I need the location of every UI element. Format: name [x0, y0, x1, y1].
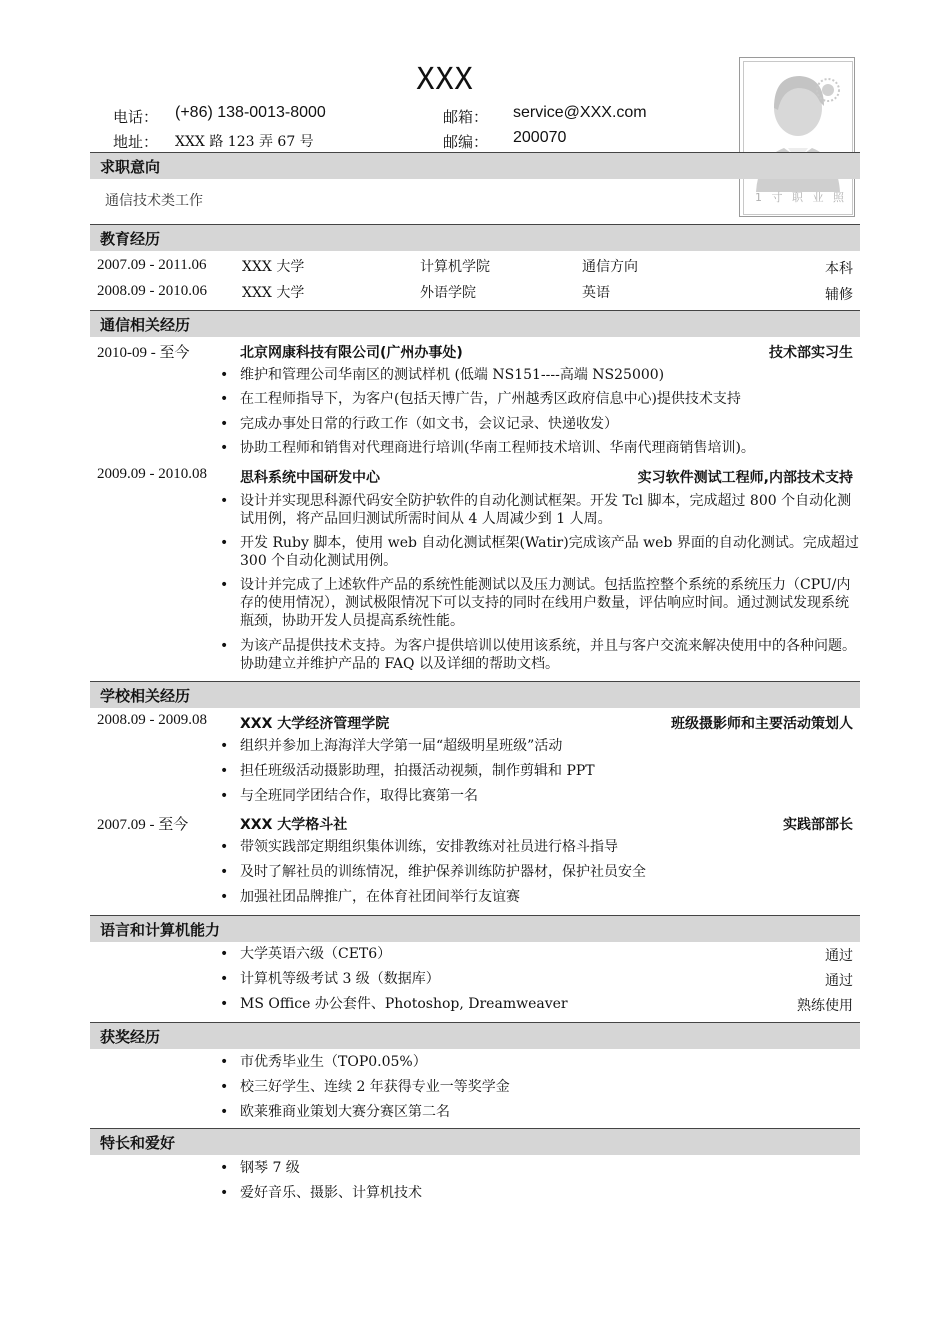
section-school — [90, 681, 860, 708]
edu-degree: 辅修 — [825, 287, 853, 303]
section-title: 求职意向 — [100, 158, 161, 176]
zip-value: 200070 — [513, 129, 567, 146]
zip-label: 邮编： — [443, 133, 489, 151]
section-work — [90, 310, 860, 337]
work-org: 北京网康科技有限公司(广州办事处) — [240, 345, 463, 361]
school-bullet: • 担任班级活动摄影助理，拍摄活动视频，制作剪辑和 PPT — [240, 762, 860, 780]
phone-value: (+86) 138-0013-8000 — [175, 104, 326, 121]
edu-major: 英语 — [582, 285, 610, 301]
work-role: 实习软件测试工程师,内部技术支持 — [637, 470, 853, 486]
photo-caption: 1 寸 职 业 照 — [755, 191, 847, 204]
work-role: 技术部实习生 — [769, 345, 853, 361]
school-bullet: • 加强社团品牌推广，在体育社团间举行友谊赛 — [240, 888, 860, 906]
edu-major: 通信方向 — [582, 259, 638, 275]
work-bullet: • 开发 Ruby 脚本，使用 web 自动化测试框架(Watir)完成该产品 web 界面的自动化测试。完成超过 300 个自动化测试用例。 — [240, 534, 860, 570]
email-value: service@XXX.com — [513, 104, 647, 121]
work-bullet: • 在工程师指导下，为客户(包括天博广告，广州越秀区政府信息中心)提供技术支持 — [240, 390, 860, 408]
skill-name: • 大学英语六级（CET6） — [240, 945, 740, 963]
hobby-item: • 爱好音乐、摄影、计算机技术 — [240, 1184, 860, 1202]
edu-school: XXX 大学 — [242, 285, 305, 301]
edu-date: 2008.09 - 2010.06 — [97, 283, 207, 299]
school-bullet: • 及时了解社员的训练情况，维护保养训练防护器材，保护社员安全 — [240, 863, 860, 881]
edu-degree: 本科 — [825, 261, 853, 277]
school-org: XXX 大学经济管理学院 — [240, 716, 390, 732]
skill-level: 通过 — [825, 948, 853, 964]
section-title: 学校相关经历 — [100, 687, 191, 705]
photo-frame — [743, 61, 853, 215]
edu-college: 计算机学院 — [420, 259, 490, 275]
edu-college: 外语学院 — [420, 285, 476, 301]
skill-level: 通过 — [825, 973, 853, 989]
edu-school: XXX 大学 — [242, 259, 305, 275]
section-skills — [90, 915, 860, 942]
school-date: 2008.09 - 2009.08 — [97, 712, 207, 728]
school-bullet: • 与全班同学团结合作，取得比赛第一名 — [240, 787, 860, 805]
section-title: 特长和爱好 — [100, 1134, 176, 1152]
work-bullet: • 设计并完成了上述软件产品的系统性能测试以及压力测试。包括监控整个系统的系统压力（CPU/内存的使用情况），测试极限情况下可以支持的同时在线用户数量，评估响应时间。通过测试发现系统瓶颈，协助开发人员提高系统性能。 — [240, 576, 860, 630]
school-org: XXX 大学格斗社 — [240, 817, 348, 833]
hobby-item: • 钢琴 7 级 — [240, 1159, 860, 1177]
award-item: • 市优秀毕业生（TOP0.05%） — [240, 1053, 860, 1071]
address-value: XXX 路 123 弄 67 号 — [175, 134, 314, 150]
objective-text: 通信技术类工作 — [105, 193, 203, 209]
section-title: 通信相关经历 — [100, 316, 191, 334]
school-date: 2007.09 - 至今 — [97, 817, 189, 833]
school-bullet: • 组织并参加上海海洋大学第一届“超级明星班级”活动 — [240, 737, 860, 755]
work-bullet: • 设计并实现思科源代码安全防护软件的自动化测试框架。开发 Tcl 脚本，完成超过 800 个自动化测试用例，将产品回归测试所需时间从 4 人周减少到 1 人周。 — [240, 492, 860, 528]
award-item: • 校三好学生、连续 2 年获得专业一等奖学金 — [240, 1078, 860, 1096]
address-label: 地址： — [113, 133, 159, 151]
section-title: 语言和计算机能力 — [100, 921, 221, 939]
school-role: 实践部部长 — [783, 817, 853, 833]
skill-level: 熟练使用 — [797, 998, 853, 1014]
section-objective — [90, 152, 860, 179]
work-org: 思科系统中国研发中心 — [240, 470, 380, 486]
skill-name: • 计算机等级考试 3 级（数据库） — [240, 970, 740, 988]
school-role: 班级摄影师和主要活动策划人 — [671, 716, 853, 732]
profile-photo — [739, 57, 855, 217]
section-education — [90, 224, 860, 251]
edu-date: 2007.09 - 2011.06 — [97, 257, 207, 273]
work-bullet: • 协助工程师和销售对代理商进行培训(华南工程师技术培训、华南代理商销售培训)。 — [240, 439, 860, 457]
work-date: 2010-09 - 至今 — [97, 345, 190, 361]
section-hobbies — [90, 1128, 860, 1155]
candidate-name: XXX — [416, 62, 474, 97]
work-bullet: • 为该产品提供技术支持。为客户提供培训以使用该系统，并且与客户交流来解决使用中的各种问题。协助建立并维护产品的 FAQ 以及详细的帮助文档。 — [240, 637, 860, 673]
award-item: • 欧莱雅商业策划大赛分赛区第二名 — [240, 1103, 860, 1121]
work-bullet: • 维护和管理公司华南区的测试样机 (低端 NS151----高端 NS25000) — [240, 366, 860, 384]
phone-label: 电话： — [113, 108, 159, 126]
work-date: 2009.09 - 2010.08 — [97, 466, 207, 482]
section-title: 教育经历 — [100, 230, 161, 248]
section-awards — [90, 1022, 860, 1049]
email-label: 邮箱： — [443, 108, 489, 126]
work-bullet: • 完成办事处日常的行政工作（如文书，会议记录、快递收发） — [240, 415, 860, 433]
section-title: 获奖经历 — [100, 1028, 161, 1046]
skill-name: • MS Office 办公套件、Photoshop, Dreamweaver — [240, 995, 740, 1013]
school-bullet: • 带领实践部定期组织集体训练，安排教练对社员进行格斗指导 — [240, 838, 860, 856]
